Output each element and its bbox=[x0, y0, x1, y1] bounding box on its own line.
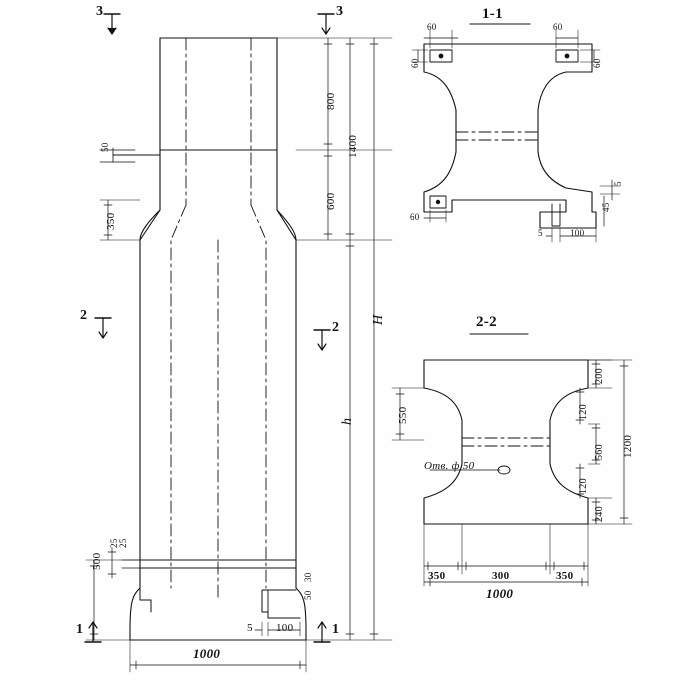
dim-100-bottom: 100 bbox=[276, 622, 294, 634]
hole-note: Отв. ф 50 bbox=[424, 460, 475, 472]
section-1-1-title: 1-1 bbox=[482, 6, 503, 22]
section-mark-2-right: 2 bbox=[332, 320, 340, 335]
s11-dim-60-bottom: 60 bbox=[410, 212, 420, 222]
s22-dim-1000: 1000 bbox=[486, 586, 514, 601]
s22-dim-560: 560 bbox=[594, 444, 605, 460]
s11-dim-100-bottom: 100 bbox=[570, 228, 585, 238]
dim-H: H bbox=[371, 314, 386, 325]
s11-dim-45-right: 45 bbox=[601, 202, 611, 212]
dim-500-left: 500 bbox=[91, 552, 103, 570]
dim-350-left: 350 bbox=[105, 212, 117, 230]
s22-dim-120-lower: 120 bbox=[578, 478, 589, 494]
dim-30-bottom: 30 bbox=[303, 572, 313, 582]
dim-1400: 1400 bbox=[347, 134, 359, 158]
s11-dim-5-bottom: 5 bbox=[538, 228, 543, 238]
dim-50-bottom: 50 bbox=[303, 590, 313, 600]
section-2-2-title: 2-2 bbox=[476, 314, 497, 330]
dim-800: 800 bbox=[325, 92, 337, 110]
s11-dim-5-right: 5 bbox=[613, 181, 623, 186]
section-mark-3-right: 3 bbox=[336, 4, 344, 19]
dim-1000-width: 1000 bbox=[193, 646, 221, 661]
dim-5-bottom: 5 bbox=[247, 622, 253, 634]
section-mark-1-left: 1 bbox=[76, 622, 84, 637]
section-mark-2-left: 2 bbox=[80, 308, 88, 323]
s22-dim-350-right: 350 bbox=[556, 570, 574, 582]
s22-dim-300: 300 bbox=[492, 570, 510, 582]
dim-600: 600 bbox=[325, 192, 337, 210]
s22-dim-1200: 1200 bbox=[622, 434, 634, 458]
section-mark-3-left: 3 bbox=[96, 4, 104, 19]
s22-dim-550: 550 bbox=[397, 406, 409, 424]
section-mark-1-right: 1 bbox=[332, 622, 340, 637]
s11-dim-60-vert-left: 60 bbox=[410, 58, 420, 68]
dim-50-top: 50 bbox=[100, 142, 110, 152]
s11-dim-60-topleft: 60 bbox=[427, 22, 437, 32]
dim-h: h bbox=[340, 417, 355, 425]
s22-dim-120-upper: 120 bbox=[578, 404, 589, 420]
s22-dim-350-left: 350 bbox=[428, 570, 446, 582]
s22-dim-200: 200 bbox=[594, 368, 605, 384]
dim-25-a: 25 bbox=[109, 538, 119, 548]
s11-dim-60-topright: 60 bbox=[553, 22, 563, 32]
dim-25-b: 25 bbox=[118, 538, 128, 548]
s11-dim-60-vert-right: 60 bbox=[592, 58, 602, 68]
s22-dim-240: 240 bbox=[594, 506, 605, 522]
